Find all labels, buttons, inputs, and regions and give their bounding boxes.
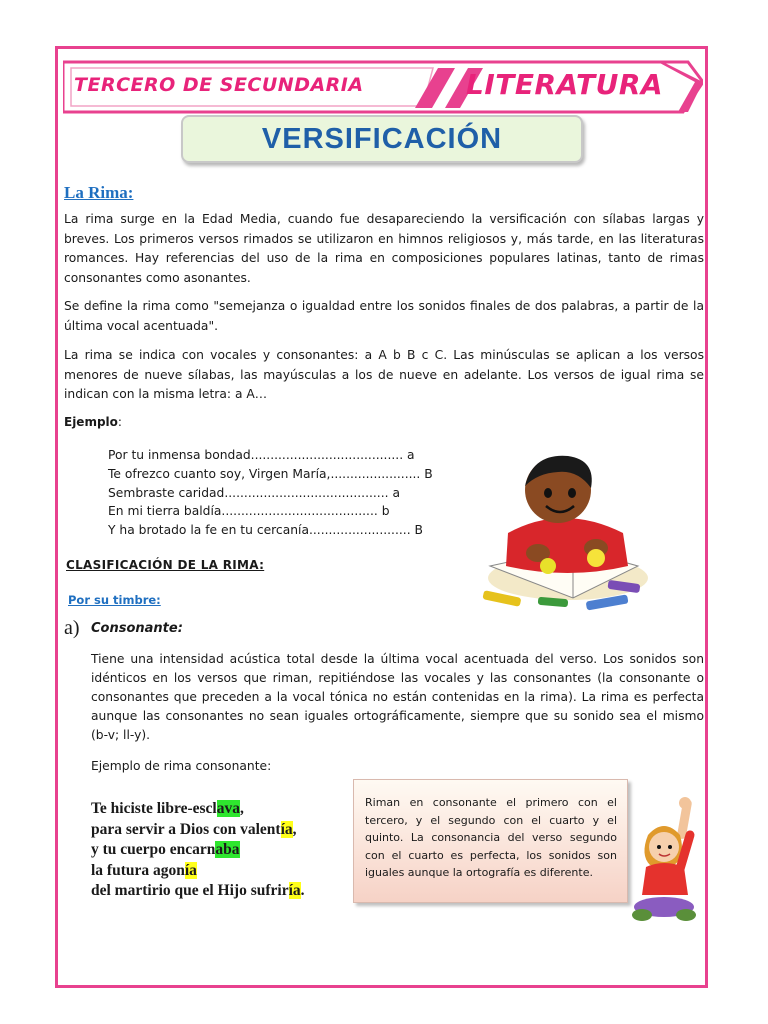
paragraph-origin: La rima surge en la Edad Media, cuando fue desapareciendo la versificación con sílabas largas y breves. Los primeros versos rimados se utilizaron en himnos religiosos y, más tarde, en las literaturas romances. Hay referencias del uso de la rima en composiciones populares latinas, tanto de rimas consonantes como asonantes. — [64, 212, 704, 285]
poem-line: la futura agonía — [91, 861, 197, 879]
grade-label: TERCERO DE SECUNDARIA — [74, 74, 364, 96]
poem-line: para servir a Dios con valentía, — [91, 820, 297, 838]
verse-line: Y ha brotado la fe en tu cercanía.......................... B — [108, 523, 423, 538]
poem-line: Te hiciste libre-esclava, — [91, 800, 244, 817]
rhyme-highlight: ía — [184, 861, 197, 879]
example-intro: Ejemplo de rima consonante: — [91, 759, 272, 773]
example-label — [64, 415, 122, 429]
paragraph-definition: Se define la rima como "semejanza o igualdad entre los sonidos finales de dos palabras, a partir de la última vocal acentuada". — [64, 299, 704, 333]
consonante-description: Tiene una intensidad acústica total desde la última vocal acentuada del verso. Los sonidos son idénticos en los versos que riman, repitiéndose las vocales y las consonantes (la consonante o consonantes que preceden a la vocal tónica no están contenidas en la rima). La rima es perfecta aunque las consonantes no sean iguales ortográficamente, siempre que su sonido sea el mismo (b-v; ll-y). — [91, 652, 704, 742]
example-label-colon: : — [117, 415, 122, 429]
girl-raising-hand-illustration — [628, 795, 703, 925]
poem-line: del martirio que el Hijo sufriría. — [91, 882, 305, 899]
example-verses — [108, 446, 433, 540]
subject-label: LITERATURA — [466, 68, 664, 101]
rhyme-highlight: ía — [288, 882, 301, 899]
verse-line: En mi tierra baldía........................................ b — [108, 504, 390, 519]
page-title: VERSIFICACIÓN — [261, 123, 503, 155]
section-heading-rima: La Rima: — [64, 183, 134, 202]
verse-line: Por tu inmensa bondad....................................... a — [108, 448, 415, 462]
boy-drawing-illustration — [478, 448, 653, 618]
example-label-text: Ejemplo — [64, 415, 118, 429]
rhyme-highlight: aba — [215, 841, 240, 858]
verse-line: Te ofrezco cuanto soy, Virgen María,....................... B — [108, 466, 433, 481]
classification-heading: CLASIFICACIÓN DE LA RIMA: — [66, 558, 265, 572]
verse-line: Sembraste caridad.......................................... a — [108, 485, 400, 500]
item-letter: a) — [64, 617, 80, 639]
rhyme-highlight: ava — [216, 800, 240, 817]
item-label-consonante: Consonante: — [91, 621, 183, 636]
explanation-note: Riman en consonante el primero con el tercero, y el segundo con el cuarto y el quinto. La consonancia del verso segundo con el cuarto es perfecta, los sonidos son iguales aunque la ortografía es diferente. — [353, 779, 628, 903]
poem-line: y tu cuerpo encarnaba — [91, 841, 240, 858]
title-box — [181, 115, 583, 163]
rhyme-highlight: ía — [280, 820, 293, 838]
poem-example — [91, 799, 305, 902]
paragraph-notation: La rima se indica con vocales y consonantes: a A b B c C. Las minúsculas se aplican a los versos menores de nueve sílabas, las mayúsculas a los de nueve en adelante. Los versos de igual rima se indican con la misma letra: a A… — [64, 348, 704, 401]
subheading-timbre: Por su timbre: — [68, 593, 161, 607]
